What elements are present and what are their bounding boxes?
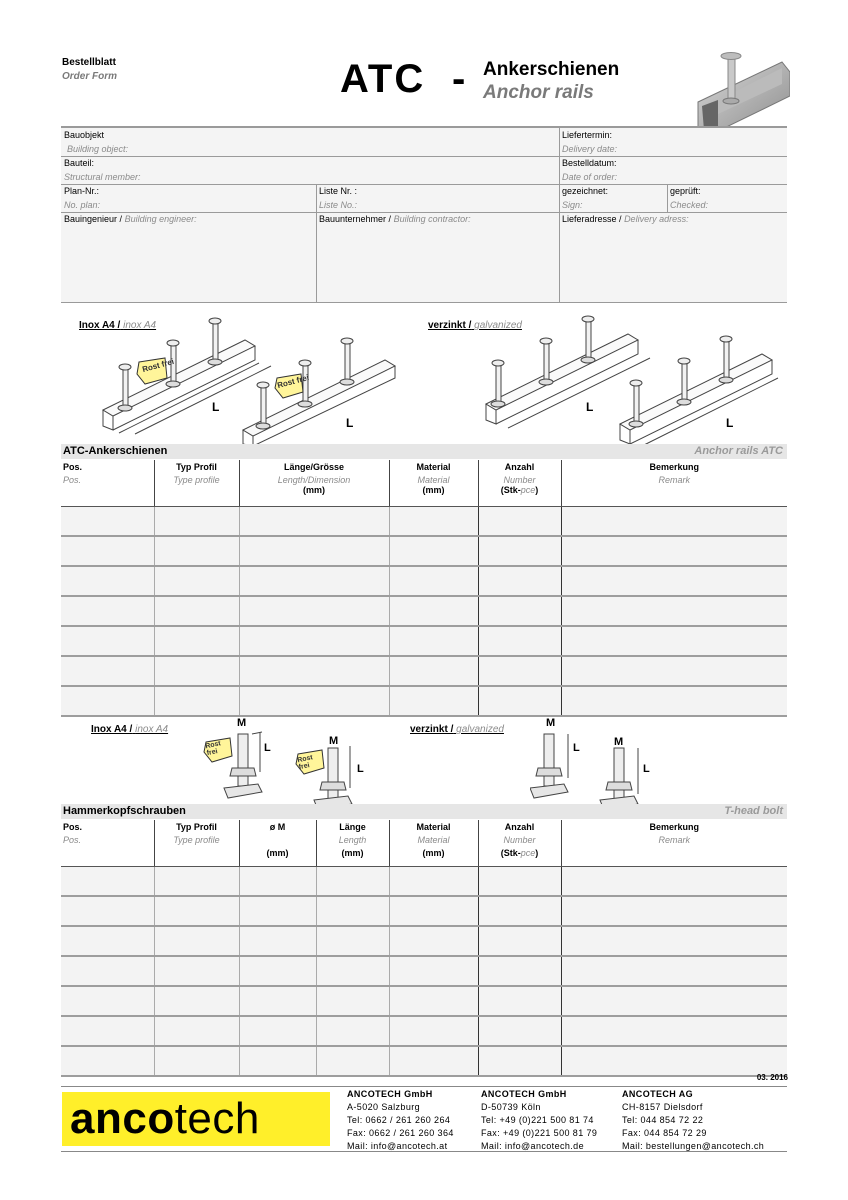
table-cell-input[interactable] (154, 566, 239, 596)
table-cell-input[interactable] (478, 596, 561, 626)
geprueft-field[interactable] (667, 184, 787, 212)
table-cell-input[interactable] (561, 656, 787, 686)
title-en: Anchor rails (483, 82, 594, 103)
table-cell-input[interactable] (389, 566, 478, 596)
table-cell-input[interactable] (478, 867, 561, 897)
office-email-link[interactable]: Mail: bestellungen@ancotech.ch (622, 1141, 765, 1151)
table-cell-input[interactable] (239, 507, 389, 537)
lieferadresse-field[interactable] (559, 212, 787, 302)
rost-frei-badge: Rost frei (204, 740, 222, 758)
table-cell-input[interactable] (478, 686, 561, 716)
rail-length-label: L (726, 416, 734, 430)
bauobjekt-field[interactable] (61, 128, 559, 156)
table-cell-input[interactable] (478, 566, 561, 596)
table-cell-input[interactable] (61, 656, 154, 686)
table-cell-input[interactable] (389, 896, 478, 926)
rails-order-table (61, 460, 787, 717)
liste-nr-label: Liste Nr. : (319, 186, 358, 196)
table-cell-input[interactable] (61, 626, 154, 656)
table-cell-input[interactable] (389, 1016, 478, 1046)
table-cell-input[interactable] (154, 956, 239, 986)
bolt-m-label: M (237, 717, 247, 729)
table-row (61, 656, 787, 686)
bolt-m-label: M (546, 717, 556, 729)
table-cell-input[interactable] (61, 867, 154, 897)
table-cell-input[interactable] (389, 536, 478, 566)
col-typ-profil: Typ Profil Type profile (154, 460, 239, 507)
table-cell-input[interactable] (61, 596, 154, 626)
rails-table-header (61, 460, 787, 507)
table-cell-input[interactable] (389, 686, 478, 716)
geprueft-label-en: Checked: (670, 200, 709, 210)
plan-nr-label-en: No. plan: (64, 200, 101, 210)
liste-nr-label-en: Liste No.: (319, 200, 358, 210)
table-cell-input[interactable] (239, 926, 316, 956)
liefertermin-label: Liefertermin: (562, 130, 613, 140)
title-de: Ankerschienen (483, 59, 620, 80)
table-cell-input[interactable] (561, 926, 787, 956)
table-cell-input[interactable] (61, 896, 154, 926)
table-cell-input[interactable] (561, 566, 787, 596)
bauunternehmer-field[interactable] (316, 212, 559, 302)
table-cell-input[interactable] (389, 656, 478, 686)
table-cell-input[interactable] (561, 1016, 787, 1046)
table-cell-input[interactable] (478, 986, 561, 1016)
table-cell-input[interactable] (239, 956, 316, 986)
table-cell-input[interactable] (154, 507, 239, 537)
rail-length-label: L (346, 416, 354, 430)
table-cell-input[interactable] (61, 956, 154, 986)
bolts-galv-label: verzinkt / galvanized (410, 724, 504, 735)
table-cell-input[interactable] (478, 1046, 561, 1076)
table-cell-input[interactable] (239, 867, 316, 897)
rails-section-title-en: Anchor rails ATC (694, 445, 783, 457)
table-cell-input[interactable] (239, 656, 389, 686)
table-cell-input[interactable] (61, 986, 154, 1016)
bolts-section-title: Hammerkopfschrauben (63, 805, 186, 817)
bolt-l-label: L (357, 763, 364, 775)
office-salzburg: ANCOTECH GmbH A-5020 Salzburg Tel: 0662 / 261 260 264 Fax: 0662 / 261 260 364 Mail: info@ancotech.at (347, 1089, 454, 1151)
lieferadresse-label: Lieferadresse / (562, 214, 622, 224)
bolts-order-table (61, 820, 787, 1077)
bolts-inox-illustration (200, 728, 380, 810)
table-cell-input[interactable] (561, 867, 787, 897)
table-row (61, 626, 787, 656)
table-cell-input[interactable] (154, 656, 239, 686)
ancotech-logo (62, 1092, 330, 1146)
table-cell-input[interactable] (154, 867, 239, 897)
table-row (61, 896, 787, 926)
rails-inox-label: Inox A4 / inox A4 (79, 320, 157, 331)
bolt-l-label: L (573, 742, 580, 754)
lieferadresse-label-en: Delivery adress: (624, 214, 689, 224)
table-cell-input[interactable] (478, 926, 561, 956)
table-cell-input[interactable] (478, 1016, 561, 1046)
table-cell-input[interactable] (61, 926, 154, 956)
table-cell-input[interactable] (239, 596, 389, 626)
bolt-l-label: L (264, 742, 271, 754)
table-cell-input[interactable] (561, 596, 787, 626)
bolts-inox-label: Inox A4 / inox A4 (91, 724, 169, 735)
bolts-section-band (61, 804, 787, 819)
form-date: 03. 2016 (756, 1073, 788, 1082)
rails-galv-label: verzinkt / galvanized (428, 320, 522, 331)
table-cell-input[interactable] (316, 867, 389, 897)
table-cell-input[interactable] (561, 686, 787, 716)
gezeichnet-label: gezeichnet: (562, 186, 609, 196)
table-cell-input[interactable] (61, 566, 154, 596)
table-cell-input[interactable] (316, 1016, 389, 1046)
col-material: Material Material (mm) (389, 820, 478, 867)
table-cell-input[interactable] (561, 1046, 787, 1076)
office-dielsdorf: ANCOTECH AG CH-8157 Dielsdorf Tel: 044 854 72 22 Fax: 044 854 72 29 Mail: bestellungen@ancotech.ch (622, 1089, 765, 1151)
table-cell-input[interactable] (154, 686, 239, 716)
logo-bold-part: anco (70, 1094, 175, 1143)
col-bemerkung: Bemerkung Remark (561, 820, 787, 867)
bauteil-label: Bauteil: (64, 158, 95, 168)
bauingenieur-label-en: Building engineer: (124, 214, 197, 224)
table-cell-input[interactable] (389, 867, 478, 897)
bauobjekt-label-en: Building object: (67, 144, 129, 154)
anchor-rail-product-image (690, 44, 790, 136)
table-cell-input[interactable] (154, 536, 239, 566)
table-cell-input[interactable] (61, 507, 154, 537)
col-pos: Pos. Pos. (61, 820, 154, 867)
table-row (61, 686, 787, 716)
office-koeln: ANCOTECH GmbH D-50739 Köln Tel: +49 (0)221 500 81 74 Fax: +49 (0)221 500 81 79 Mail: info@ancotech.de (481, 1089, 598, 1151)
rost-frei-badge: Rost frei (141, 356, 175, 375)
liste-nr-field[interactable] (316, 184, 559, 212)
table-cell-input[interactable] (316, 926, 389, 956)
rails-section-title: ATC-Ankerschienen (63, 445, 168, 457)
table-cell-input[interactable] (389, 626, 478, 656)
bolt-m-label: M (614, 736, 624, 748)
table-cell-input[interactable] (561, 507, 787, 537)
table-cell-input[interactable] (316, 956, 389, 986)
table-cell-input[interactable] (561, 896, 787, 926)
table-cell-input[interactable] (239, 686, 389, 716)
bauteil-field[interactable] (61, 156, 559, 184)
table-cell-input[interactable] (561, 956, 787, 986)
bestelldatum-field[interactable] (559, 156, 787, 184)
footer-top-divider (61, 1086, 787, 1087)
table-cell-input[interactable] (154, 1016, 239, 1046)
table-cell-input[interactable] (239, 1016, 316, 1046)
table-row (61, 986, 787, 1016)
gezeichnet-label-en: Sign: (562, 200, 583, 210)
office-email-link[interactable]: Mail: info@ancotech.at (347, 1141, 448, 1151)
rail-length-label: L (212, 400, 220, 414)
col-pos: Pos. Pos. (61, 460, 154, 507)
table-cell-input[interactable] (154, 626, 239, 656)
rost-frei-badge: Rost frei (276, 372, 310, 391)
liefertermin-field[interactable] (559, 128, 787, 156)
bauobjekt-label: Bauobjekt (64, 130, 105, 140)
col-laenge: Länge/Grösse Length/Dimension (mm) (239, 460, 389, 507)
form-label-en: Order Form (62, 71, 118, 82)
table-cell-input[interactable] (389, 956, 478, 986)
bolts-table-header (61, 820, 787, 867)
table-row (61, 1016, 787, 1046)
table-cell-input[interactable] (61, 1016, 154, 1046)
col-bemerkung: Bemerkung Remark (561, 460, 787, 507)
plan-nr-label: Plan-Nr.: (64, 186, 100, 196)
title-dash: - (452, 57, 466, 101)
table-cell-input[interactable] (561, 536, 787, 566)
table-cell-input[interactable] (61, 686, 154, 716)
col-anzahl: Anzahl Number (Stk-pce) (478, 820, 561, 867)
bolts-section-title-en: T-head bolt (724, 805, 783, 817)
table-cell-input[interactable] (239, 626, 389, 656)
table-cell-input[interactable] (478, 656, 561, 686)
col-anzahl: Anzahl Number (Stk-pce) (478, 460, 561, 507)
bauteil-label-en: Structural member: (64, 172, 141, 182)
table-cell-input[interactable] (316, 1046, 389, 1076)
table-row (61, 867, 787, 897)
office-email-link[interactable]: Mail: info@ancotech.de (481, 1141, 584, 1151)
bestelldatum-label-en: Date of order: (562, 172, 618, 182)
bolt-m-label: M (329, 735, 339, 747)
table-cell-input[interactable] (389, 596, 478, 626)
bestelldatum-label: Bestelldatum: (562, 158, 617, 168)
bauingenieur-label: Bauingenieur / (64, 214, 123, 224)
table-cell-input[interactable] (561, 986, 787, 1016)
table-row (61, 1046, 787, 1076)
title-atc: ATC (340, 57, 426, 101)
logo-light-part: tech (174, 1094, 260, 1143)
table-row (61, 956, 787, 986)
table-cell-input[interactable] (389, 1046, 478, 1076)
form-label-de: Bestellblatt (62, 57, 116, 68)
order-info-form (61, 126, 787, 303)
table-row (61, 926, 787, 956)
table-cell-input[interactable] (239, 896, 316, 926)
table-cell-input[interactable] (239, 986, 316, 1016)
table-cell-input[interactable] (154, 986, 239, 1016)
gezeichnet-field[interactable] (559, 184, 667, 212)
table-cell-input[interactable] (389, 507, 478, 537)
bauunternehmer-label: Bauunternehmer / (319, 214, 392, 224)
col-material: Material Material (mm) (389, 460, 478, 507)
rail-length-label: L (586, 400, 594, 414)
table-cell-input[interactable] (478, 536, 561, 566)
table-cell-input[interactable] (389, 986, 478, 1016)
table-cell-input[interactable] (316, 896, 389, 926)
rost-frei-badge: Rost frei (296, 754, 314, 772)
table-cell-input[interactable] (561, 626, 787, 656)
table-cell-input[interactable] (389, 926, 478, 956)
table-row (61, 596, 787, 626)
table-cell-input[interactable] (478, 956, 561, 986)
table-cell-input[interactable] (61, 536, 154, 566)
table-row (61, 536, 787, 566)
table-cell-input[interactable] (154, 1046, 239, 1076)
geprueft-label: geprüft: (670, 186, 701, 196)
bolt-l-label: L (643, 763, 650, 775)
table-cell-input[interactable] (316, 986, 389, 1016)
bauunternehmer-label-en: Building contractor: (393, 214, 471, 224)
col-typ-profil: Typ Profil Type profile (154, 820, 239, 867)
bauingenieur-field[interactable] (61, 212, 316, 302)
table-cell-input[interactable] (154, 596, 239, 626)
table-cell-input[interactable] (239, 536, 389, 566)
table-cell-input[interactable] (154, 926, 239, 956)
col-diameter-m: ø M (mm) (239, 820, 316, 867)
rails-galv-illustration (478, 312, 798, 447)
liefertermin-label-en: Delivery date: (562, 144, 618, 154)
table-row (61, 566, 787, 596)
table-cell-input[interactable] (478, 626, 561, 656)
table-cell-input[interactable] (239, 1046, 316, 1076)
table-cell-input[interactable] (478, 896, 561, 926)
col-laenge: Länge Length (mm) (316, 820, 389, 867)
table-cell-input[interactable] (478, 507, 561, 537)
table-row (61, 507, 787, 537)
rails-inox-illustration (95, 312, 415, 447)
table-cell-input[interactable] (61, 1046, 154, 1076)
rails-section-band (61, 444, 787, 459)
table-cell-input[interactable] (239, 566, 389, 596)
plan-nr-field[interactable] (61, 184, 316, 212)
table-cell-input[interactable] (154, 896, 239, 926)
